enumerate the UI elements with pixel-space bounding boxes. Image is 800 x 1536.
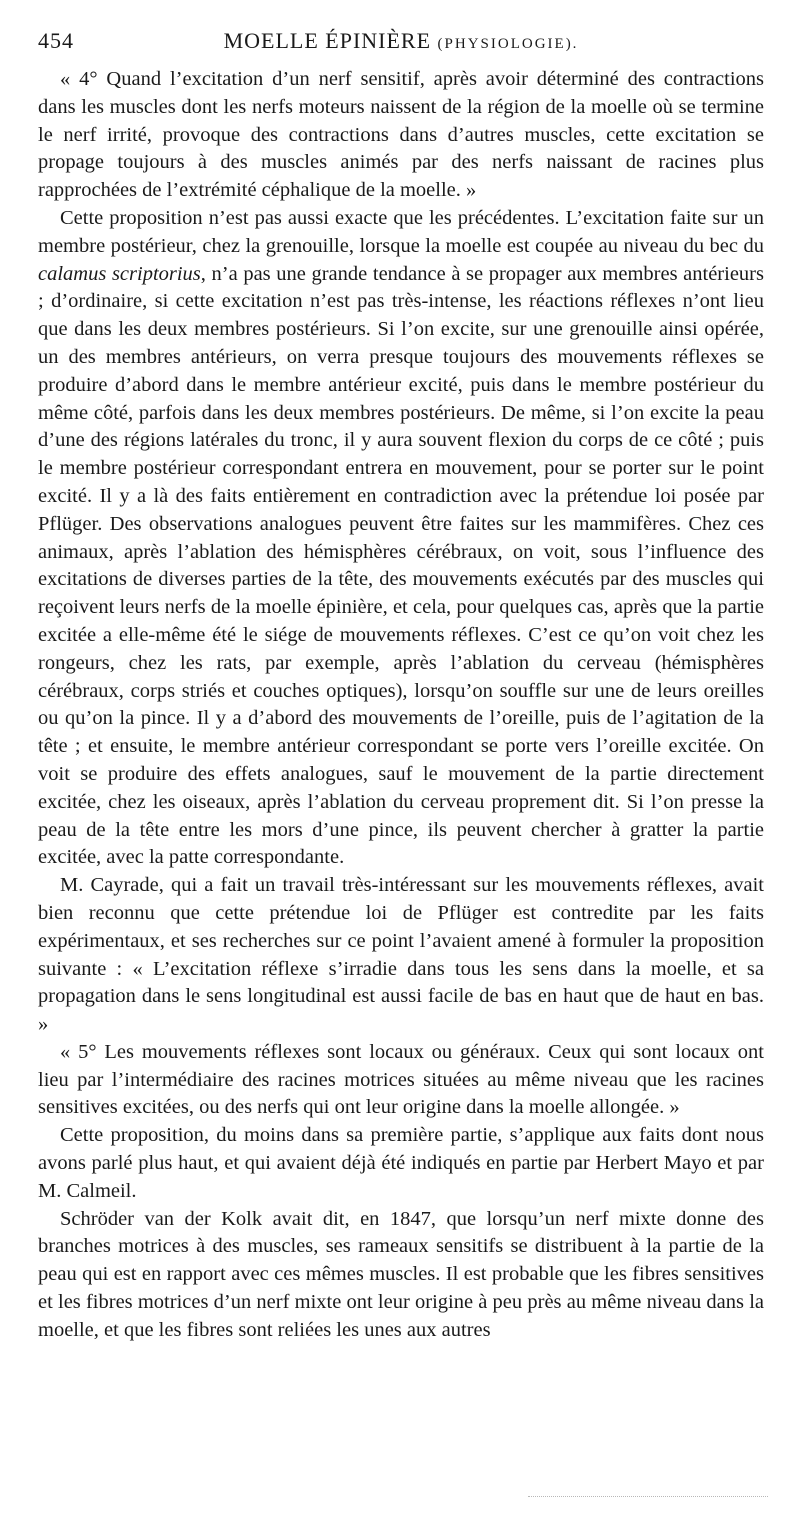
paragraph-pfluger-law-4: « 4° Quand l’excitation d’un nerf sensitif, après avoir déterminé des contractions dans les muscles dont les nerfs moteurs naissent de la région de la moelle où se termine le nerf irrité, provoque des contractions dans d’autres muscles, cette excitation se propage toujours à des muscles animés par des nerfs naissant de racines plus rapprochées de l’extrémité céphalique de la moelle. » bbox=[38, 68, 764, 202]
paragraph-pfluger-law-5: « 5° Les mouvements réflexes sont locaux ou généraux. Ceux qui sont locaux ont lieu par l’intermédiaire des racines motrices situées au même niveau que les racines sensitives excitées, ou des nerfs qui ont leur origine dans la moelle allongée. » bbox=[38, 1040, 764, 1119]
running-title bbox=[98, 28, 764, 54]
book-page bbox=[38, 28, 764, 1518]
running-title-subtitle: (PHYSIOLOGIE). bbox=[437, 36, 579, 52]
bleed-through-rule bbox=[528, 1496, 768, 1497]
page-number: 454 bbox=[38, 28, 74, 53]
paragraph-cayrade: M. Cayrade, qui a fait un travail très-intéressant sur les mouvements réflexes, avait bien reconnu que cette prétendue loi de Pflüger est contredite par les faits expérimentaux, et ses recherches sur ce point l’avaient amené à formuler la proposition suivante : « L’excitation réflexe s’irradie dans tous les sens dans la moelle, et sa propagation dans le sens longitudinal est aussi facile de bas en haut que de haut en bas. » bbox=[38, 874, 764, 1036]
paragraph-schroder-van-der-kolk: Schröder van der Kolk avait dit, en 1847, que lorsqu’un nerf mixte donne des branches motrices à des muscles, ses rameaux sensitifs se distribuent à la partie de la peau qui est en rapport avec ces mêmes muscles. Il est probable que les fibres sensitives et les fibres motrices d’un nerf mixte ont leur origine à peu près au même niveau dans la moelle, et que les fibres sont reliées les unes aux autres bbox=[38, 1207, 764, 1341]
page-body bbox=[38, 66, 764, 1345]
running-title-main: MOELLE ÉPINIÈRE bbox=[223, 28, 432, 53]
running-head bbox=[38, 28, 764, 62]
italic-term: calamus scriptorius bbox=[38, 262, 201, 285]
paragraph-frog-experiments: Cette proposition n’est pas aussi exacte que les précédentes. L’excitation faite sur un membre postérieur, chez la grenouille, lorsque la moelle est coupée au niveau du bec du calamus scriptorius, n’a pas une grande tendance à se propager aux membres antérieurs ; d’ordinaire, si cette excitation n’est pas très-intense, les réactions réflexes n’ont lieu que dans les deux membres postérieurs. Si l’on excite, sur une grenouille ainsi opérée, un des membres antérieurs, on verra presque toujours des mouvements réflexes se produire d’abord dans le membre antérieur excité, puis dans le membre postérieur du même côté, parfois dans les deux membres postérieurs. De même, si l’on excite la peau d’une des régions latérales du tronc, il y aura souvent flexion du corps de ce côté ; puis le membre postérieur correspondant entrera en mouvement, pour se porter sur le point excité. Il y a là des faits entièrement en contradiction avec la prétendue loi posée par Pflüger. Des observations analogues peuvent être faites sur les mammifères. Chez ces animaux, après l’ablation des hémisphères cérébraux, on voit, sous l’influence des excitations de diverses parties de la tête, des mouvements exécutés par des muscles qui reçoivent leurs nerfs de la moelle épinière, et cela, pour quelques cas, après que la partie excitée a elle-même été le siége de mouvements réflexes. C’est ce qu’on voit chez les rongeurs, chez les rats, par exemple, après l’ablation du cerveau (hémisphères cérébraux, corps striés et couches optiques), lorsqu’on souffle sur une de leurs oreilles ou qu’on la pince. Il y a d’abord des mouvements de l’oreille, puis de l’agitation de la tête ; et ensuite, le membre antérieur correspondant se porte vers l’oreille excitée. On voit se produire des effets analogues, sauf le mouvement de la partie directement excitée, chez les oiseaux, après l’ablation du cerveau proprement dit. Si l’on presse la peau de la tête entre les mors d’une pince, ils peuvent chercher à gratter la partie excitée, avec la patte correspondante. bbox=[38, 206, 764, 869]
paragraph-mayo-calmeil: Cette proposition, du moins dans sa première partie, s’applique aux faits dont nous avons parlé plus haut, et qui avaient déjà été indiqués en partie par Herbert Mayo et par M. Calmeil. bbox=[38, 1124, 764, 1202]
